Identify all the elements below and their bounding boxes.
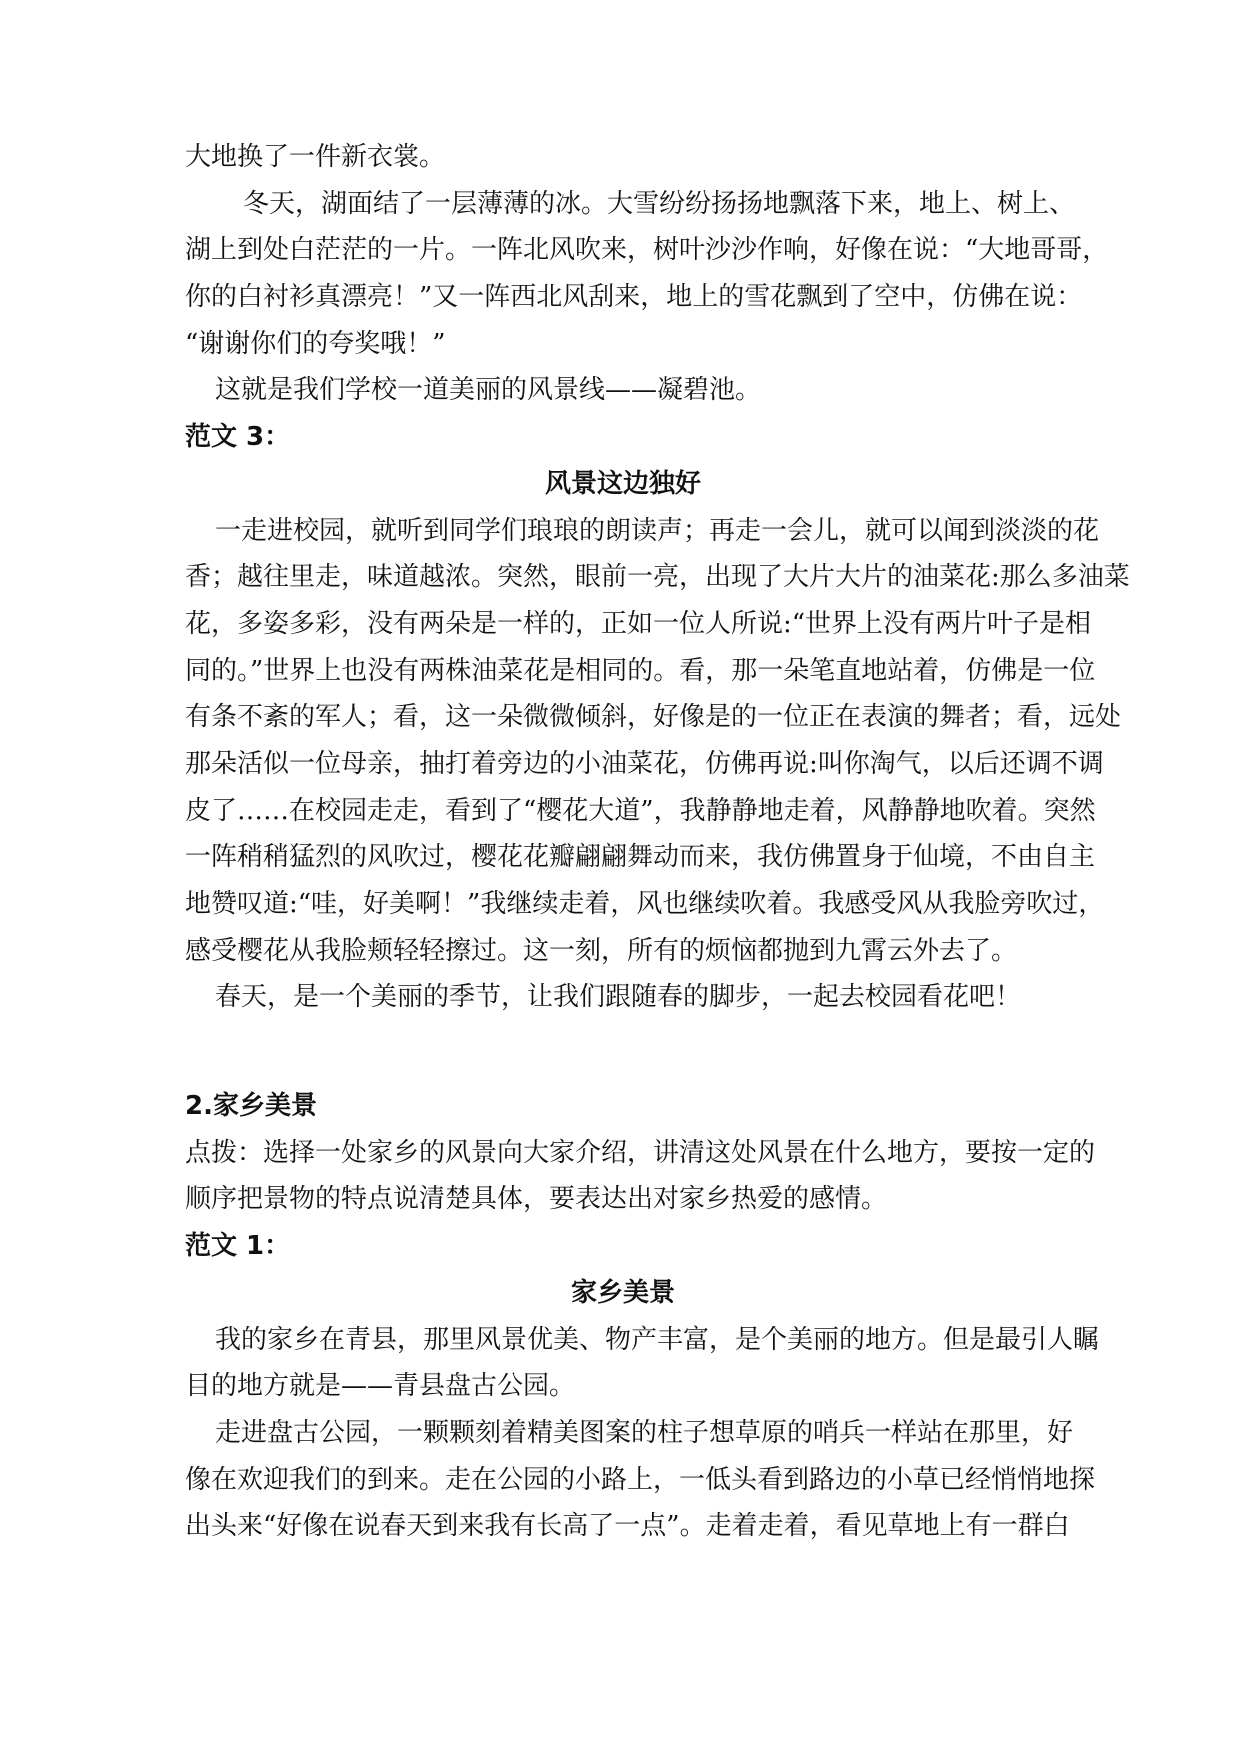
paragraph-line: 一阵稍稍猛烈的风吹过，樱花花瓣翩翩舞动而来，我仿佛置身于仙境，不由自主: [185, 842, 1096, 873]
paragraph-line: 出头来“好像在说春天到来我有长高了一点”。走着走着，看见草地上有一群白: [185, 1511, 1070, 1542]
paragraph-line: “谢谢你们的夸奖哦！”: [185, 328, 446, 359]
paragraph-line: 皮了……在校园走走，看到了“樱花大道”，我静静地走着，风静静地吹着。突然: [185, 795, 1096, 826]
section-heading: 2.家乡美景: [185, 1091, 317, 1122]
paragraph-line: 地赞叹道:“哇，好美啊！”我继续走着，风也继续吹着。我感受风从我脸旁吹过，: [185, 889, 1105, 919]
document-page: [185, 134, 1130, 1550]
paragraph-line: 一走进校园，就听到同学们琅琅的朗读声；再走一会儿，就可以闻到淡淡的花: [215, 515, 1100, 546]
spacer: [185, 1021, 1061, 1083]
essay-title: 风景这边独好: [544, 468, 701, 499]
paragraph-line: 花，多姿多彩，没有两朵是一样的，正如一位人所说:“世界上没有两片叶子是相: [185, 608, 1092, 639]
tip-line: 点拨：选择一处家乡的风景向大家介绍，讲清这处风景在什么地方，要按一定的: [185, 1137, 1096, 1168]
tip-line: 顺序把景物的特点说清楚具体，要表达出对家乡热爱的感情。: [185, 1184, 888, 1215]
paragraph-line: 同的。”世界上也没有两株油菜花是相同的。看，那一朵笔直地站着，仿佛是一位: [185, 655, 1096, 686]
paragraph-line: 有条不紊的军人；看，这一朵微微倾斜，好像是的一位正在表演的舞者；看，远处: [185, 702, 1122, 733]
paragraph-line: 你的白衬衫真漂亮！”又一阵西北风刮来，地上的雪花飘到了空中，仿佛在说：: [185, 282, 1083, 313]
paragraph-line: 冬天，湖面结了一层薄薄的冰。大雪纷纷扬扬地飘落下来，地上、树上、: [243, 188, 1076, 219]
essay-title: 家乡美景: [570, 1277, 675, 1308]
paragraph-line: 湖上到处白茫茫的一片。一阵北风吹来，树叶沙沙作响，好像在说：“大地哥哥，: [185, 235, 1109, 266]
paragraph-line: 我的家乡在青县，那里风景优美、物产丰富，是个美丽的地方。但是最引人瞩: [215, 1324, 1100, 1355]
paragraph-line: 那朵活似一位母亲，抽打着旁边的小油菜花，仿佛再说:叫你淘气，以后还调不调: [185, 748, 1104, 779]
paragraph-line: 这就是我们学校一道美丽的风景线——凝碧池。: [215, 375, 762, 406]
sample-label: 范文 1：: [185, 1231, 291, 1262]
paragraph-line: 感受樱花从我脸颊轻轻擦过。这一刻，所有的烦恼都抛到九霄云外去了。: [185, 935, 1018, 966]
closing-line: 春天，是一个美丽的季节，让我们跟随春的脚步，一起去校园看花吧！: [215, 982, 1022, 1013]
paragraph-line: 目的地方就是——青县盘古公园。: [185, 1371, 576, 1402]
paragraph-line: 香；越往里走，味道越浓。突然，眼前一亮，出现了大片大片的油菜花:那么多油菜: [185, 562, 1130, 593]
paragraph-line: 大地换了一件新衣裳。: [185, 142, 446, 172]
sample-label: 范文 3：: [185, 422, 291, 453]
paragraph-line: 走进盘古公园，一颗颗刻着精美图案的柱子想草原的哨兵一样站在那里，好: [215, 1417, 1074, 1448]
paragraph-line: 像在欢迎我们的到来。走在公园的小路上，一低头看到路边的小草已经悄悄地探: [185, 1464, 1096, 1495]
